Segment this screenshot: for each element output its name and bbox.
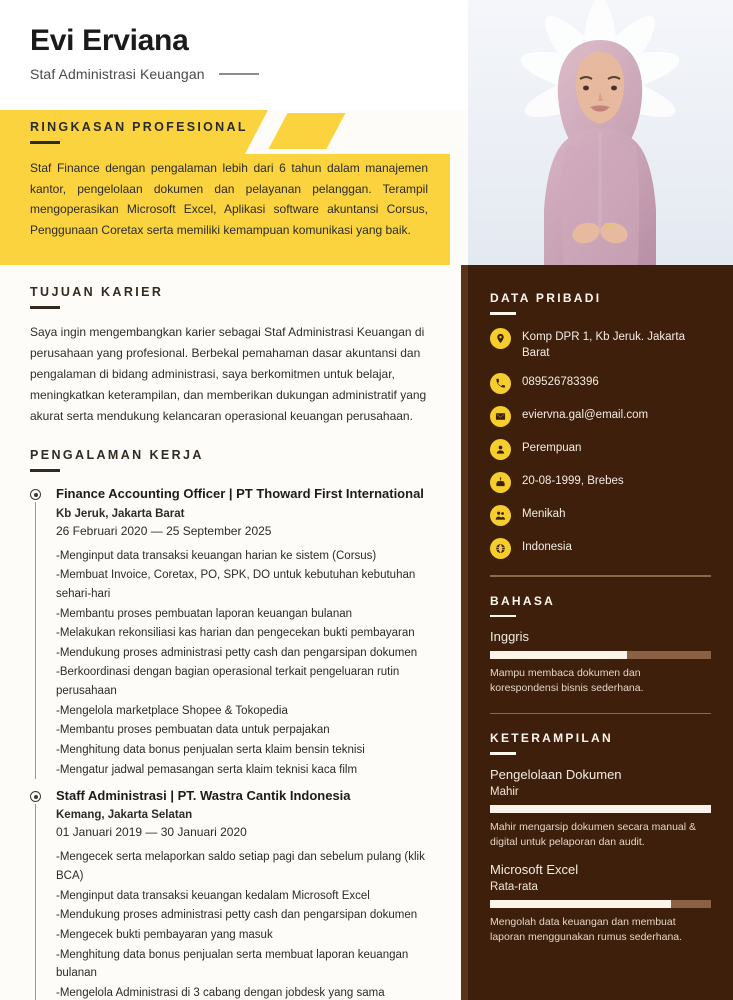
contact-row[interactable]	[490, 504, 711, 526]
subtitle-row	[30, 66, 468, 82]
globe-icon	[490, 538, 511, 559]
subtitle-rule	[219, 73, 259, 75]
experience-bullet: -Mengecek serta melaporkan saldo setiap pagi dan sebelum pulang (klik BCA)	[56, 851, 425, 882]
skill-level-bar	[490, 900, 711, 908]
contact-row[interactable]	[490, 537, 711, 559]
contact-value: Menikah	[522, 508, 566, 521]
language-level-bar	[490, 651, 711, 659]
contact-row[interactable]	[490, 327, 711, 362]
skill-level-label: Mahir	[490, 785, 519, 798]
experience-bullet: -Mendukung proses administrasi petty cash dan pengarsipan dokumen	[56, 909, 418, 922]
experience-job-title: Finance Accounting Officer | PT Thoward First International	[56, 486, 424, 502]
experience-bullet: -Melakukan rekonsiliasi kas harian dan pengecekan bukti pembayaran	[56, 627, 415, 640]
experience-bullet: -Mengelola Administrasi di 3 cabang dengan jobdesk yang sama	[56, 986, 385, 999]
objective-title-underline	[30, 306, 60, 309]
experience-dates: 01 Januari 2019 — 30 Januari 2020	[56, 825, 247, 840]
skills-title-underline	[490, 752, 516, 755]
skill-note: Mahir mengarsip dokumen secara manual & digital untuk pelaporan dan audit.	[490, 820, 697, 848]
language-note: Mampu membaca dokumen dan korespondensi bisnis sederhana.	[490, 667, 644, 695]
contact-value: eviervna.gal@email.com	[522, 409, 649, 422]
experience-bullets	[56, 848, 439, 1000]
contact-list	[490, 327, 711, 560]
personal-data-underline	[490, 312, 516, 315]
skill-note: Mengolah data keuangan dan membuat laporan menggunakan rumus sederhana.	[490, 916, 683, 944]
experience-timeline	[30, 486, 439, 1000]
job-subtitle: Staf Administrasi Keuangan	[30, 66, 205, 82]
couple-icon	[490, 505, 511, 526]
timeline-marker-icon	[30, 791, 41, 802]
objective-text: Saya ingin mengembangkan karier sebagai Staf Administrasi Keuangan di perusahaan yang profesional. Berbekal pemahaman dasar akuntansi dan pengalaman di bidang administrasi, saya berkomitmen untuk belajar, meningkatkan keterampilan, dan memberikan dukungan administratif yang akurat serta mendukung kelancaran operasional keuangan perusahaan.	[30, 325, 427, 423]
sidebar	[468, 265, 733, 1000]
location-pin-icon	[490, 328, 511, 349]
timeline-marker-icon	[30, 489, 41, 500]
language-item	[490, 629, 711, 696]
header	[0, 0, 468, 110]
experience-dates: 26 Februari 2020 — 25 September 2025	[56, 523, 272, 538]
skill-item	[490, 767, 711, 850]
contact-value: Komp DPR 1, Kb Jeruk. Jakarta Barat	[522, 330, 685, 359]
skills-section	[490, 731, 711, 945]
contact-value: 089526783396	[522, 376, 599, 389]
experience-bullet: -Menginput data transaksi keuangan harian ke sistem (Corsus)	[56, 549, 377, 562]
birthday-cake-icon	[490, 472, 511, 493]
skill-level-label: Rata-rata	[490, 881, 538, 894]
language-section	[490, 594, 711, 697]
experience-bullet: -Mengelola marketplace Shopee & Tokopedia	[56, 704, 288, 717]
skill-name: Pengelolaan Dokumen	[490, 766, 622, 782]
timeline-line	[35, 804, 36, 1000]
experience-bullet: -Mengecek bukti pembayaran yang masuk	[56, 928, 273, 941]
experience-job-title: Staff Administrasi | PT. Wastra Cantik Indonesia	[56, 788, 351, 804]
personal-data-section	[490, 291, 711, 559]
experience-bullet: -Menghitung data bonus penjualan serta membuat laporan keuangan bulanan	[56, 948, 409, 980]
contact-value: 20-08-1999, Brebes	[522, 475, 624, 488]
experience-title: PENGALAMAN KERJA	[30, 448, 204, 463]
contact-value: Perempuan	[522, 442, 582, 455]
language-title-underline	[490, 615, 516, 618]
personal-data-title: DATA PRIBADI	[490, 291, 602, 305]
page-title: Evi Erviana	[30, 24, 189, 57]
contact-row[interactable]	[490, 471, 711, 493]
main-content	[0, 275, 461, 1000]
summary-title-underline	[30, 141, 60, 144]
experience-bullet: -Membantu proses pembuatan laporan keuangan bulanan	[56, 607, 353, 620]
skill-item	[490, 862, 711, 945]
phone-icon	[490, 373, 511, 394]
experience-item	[30, 788, 439, 1000]
contact-row[interactable]	[490, 438, 711, 460]
experience-item	[30, 486, 439, 779]
sidebar-divider-1	[490, 575, 711, 577]
experience-location: Kemang, Jakarta Selatan	[56, 809, 193, 822]
objective-title: TUJUAN KARIER	[30, 285, 164, 299]
career-objective-section	[30, 285, 439, 426]
experience-bullet: -Membantu proses pembuatan data untuk perpajakan	[56, 724, 330, 737]
experience-bullet: -Berkoordinasi dengan bagian operasional terkait pengeluaran rutin perusahaan	[56, 666, 400, 697]
sidebar-edge-strip	[461, 265, 468, 1000]
language-name: Inggris	[490, 629, 530, 645]
skill-level-bar	[490, 805, 711, 813]
profile-photo	[468, 0, 733, 265]
person-icon	[490, 439, 511, 460]
experience-bullet: -Mendukung proses administrasi petty cash dan pengarsipan dokumen	[56, 646, 418, 659]
language-title: BAHASA	[490, 593, 556, 608]
experience-title-underline	[30, 469, 60, 472]
skills-title: KETERAMPILAN	[490, 731, 613, 746]
experience-bullet: -Mengatur jadwal pemasangan serta klaim teknisi kaca film	[56, 763, 358, 776]
language-list	[490, 629, 711, 696]
contact-row[interactable]	[490, 372, 711, 394]
professional-summary-section	[0, 110, 468, 265]
experience-bullet: -Menghitung data bonus penjualan serta klaim bensin teknisi	[56, 743, 365, 756]
experience-bullet: -Menginput data transaksi keuangan kedalam Microsoft Excel	[56, 889, 370, 902]
work-experience-section	[30, 448, 439, 1000]
envelope-icon	[490, 406, 511, 427]
experience-bullets	[56, 547, 439, 780]
experience-location: Kb Jeruk, Jakarta Barat	[56, 507, 185, 520]
timeline-line	[35, 502, 36, 779]
summary-title: RINGKASAN PROFESIONAL	[30, 120, 248, 134]
contact-row[interactable]	[490, 405, 711, 427]
summary-text: Staf Finance dengan pengalaman lebih dari 6 tahun dalam manajemen kantor, pengelolaan dokumen dan pelayanan pelanggan. Terampil mengoperasikan Microsoft Excel, Aplikasi software akuntansi Corsus, Penggunaan Coretax serta memiliki kemampuan komunikasi yang baik.	[30, 161, 428, 237]
sidebar-divider-2	[490, 713, 711, 715]
skill-list	[490, 767, 711, 946]
experience-bullet: -Membuat Invoice, Coretax, PO, SPK, DO untuk kebutuhan kebutuhan sehari-hari	[56, 569, 416, 600]
skill-name: Microsoft Excel	[490, 862, 579, 878]
contact-value: Indonesia	[522, 541, 572, 554]
